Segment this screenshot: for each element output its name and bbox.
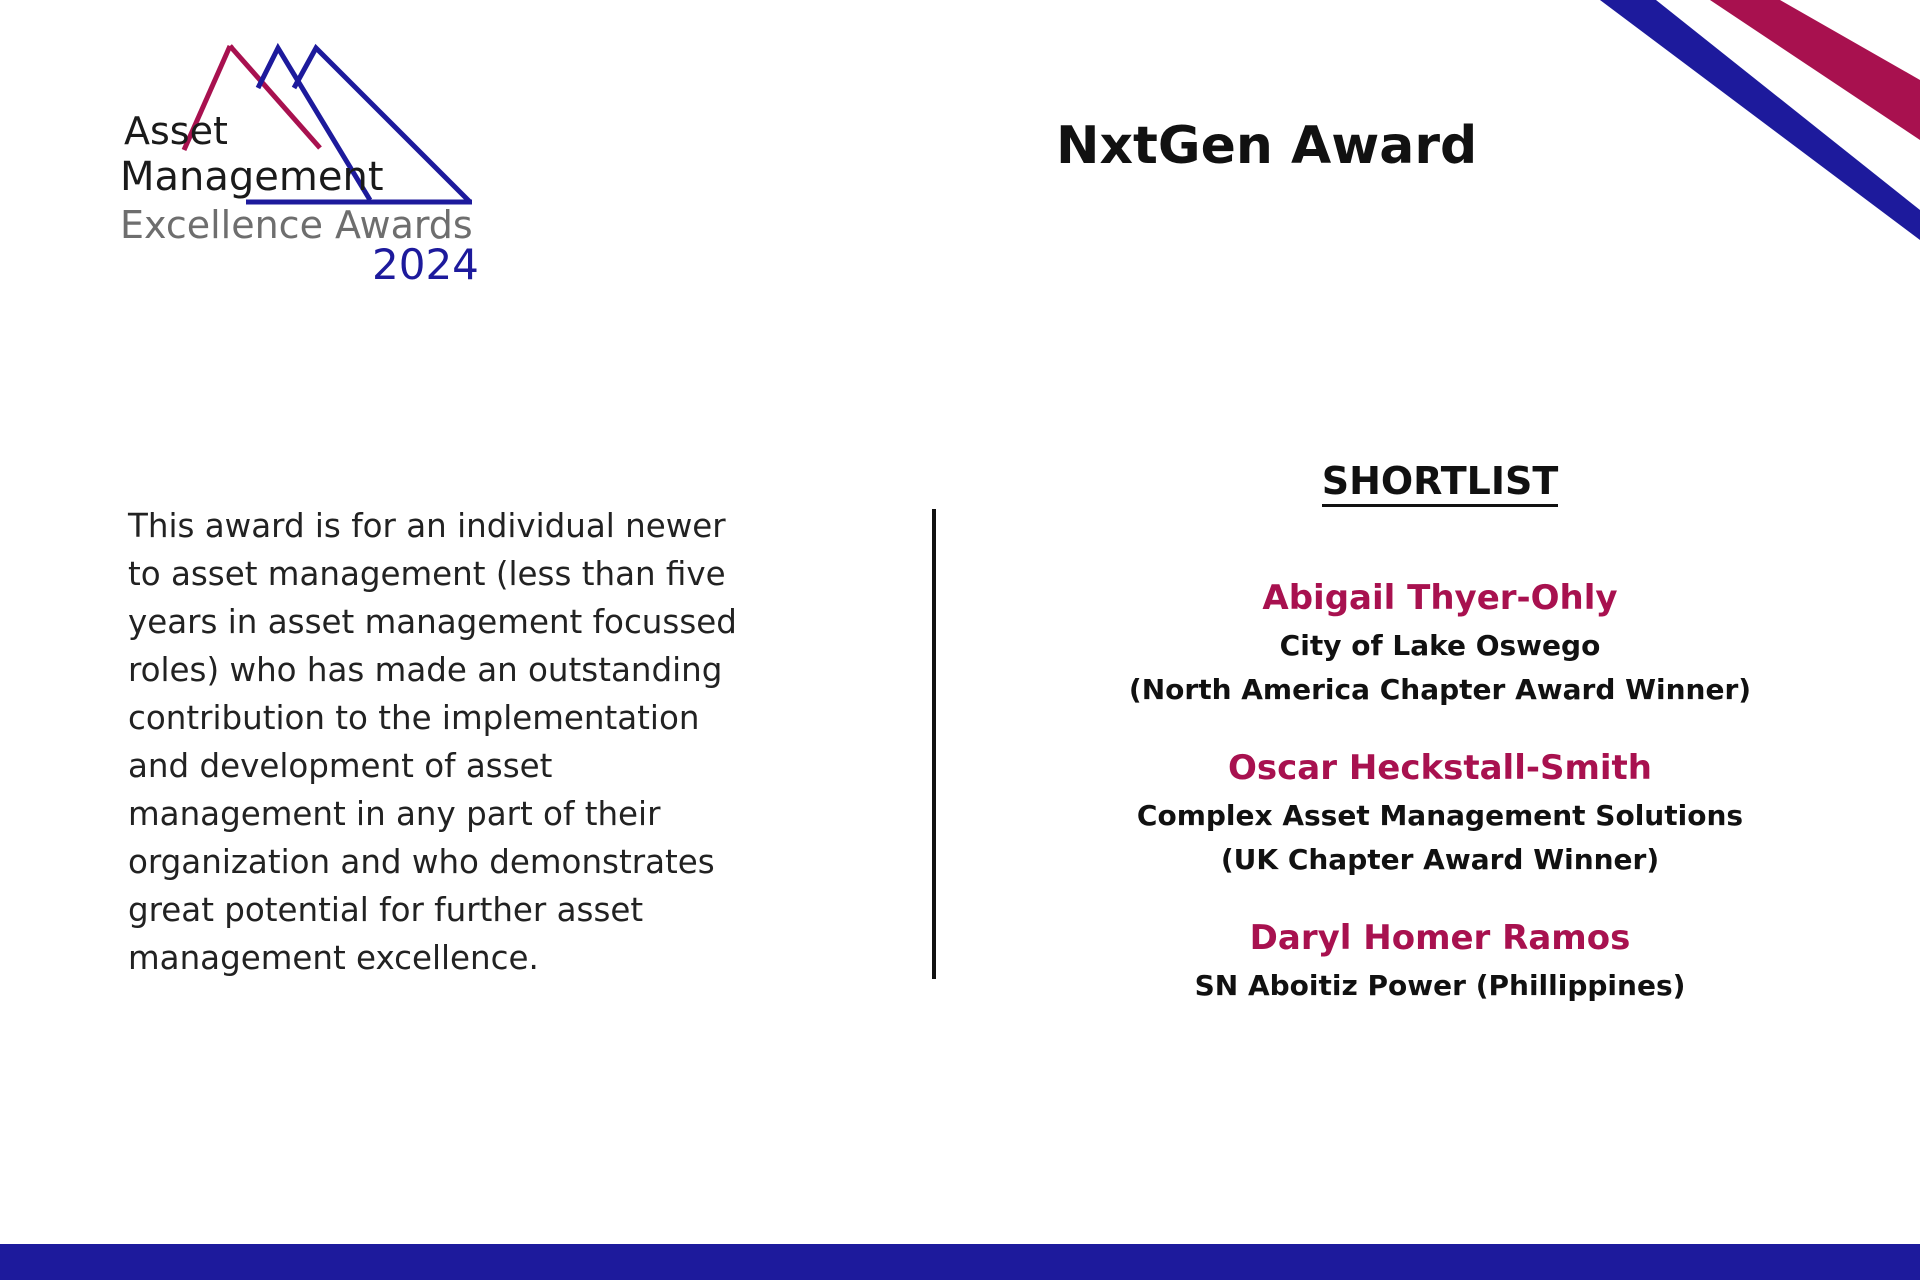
nominee-item [1040, 744, 1840, 882]
nominee-name: Oscar Heckstall-Smith [1227, 748, 1652, 788]
vertical-divider [932, 509, 936, 979]
nominee-organization: SN Aboitiz Power (Phillippines) [1194, 969, 1686, 1002]
corner-stripes [1600, 0, 1920, 260]
shortlist-panel [1040, 460, 1840, 1040]
shortlist-heading: SHORTLIST [1322, 460, 1559, 507]
nominee-note: (UK Chapter Award Winner) [1220, 843, 1660, 876]
nominee-item [1040, 914, 1840, 1008]
logo-text-year: 2024 [372, 240, 479, 289]
footer-bar [0, 1244, 1920, 1280]
nominee-name: Abigail Thyer-Ohly [1262, 578, 1618, 618]
nominee-organization: Complex Asset Management Solutions [1136, 799, 1744, 832]
nominee-note: (North America Chapter Award Winner) [1128, 673, 1752, 706]
award-description: This award is for an individual newer to asset management (less than five years in asset management focussed roles) who has made an outstanding contribution to the implementation and development of asset management in any part of their organization and who demonstrates great potential for further asset management excellence. [128, 507, 737, 977]
nominee-item [1040, 574, 1840, 712]
nominee-organization: City of Lake Oswego [1279, 629, 1601, 662]
corner-stripe-navy [1600, 0, 1920, 240]
logo-text-excellence-awards: Excellence Awards [120, 203, 473, 247]
award-title: NxtGen Award [1056, 116, 1478, 176]
event-logo [110, 40, 490, 290]
logo-text-asset: Asset [124, 109, 228, 153]
logo-text-management: Management [120, 154, 384, 200]
nominee-name: Daryl Homer Ramos [1249, 918, 1631, 958]
